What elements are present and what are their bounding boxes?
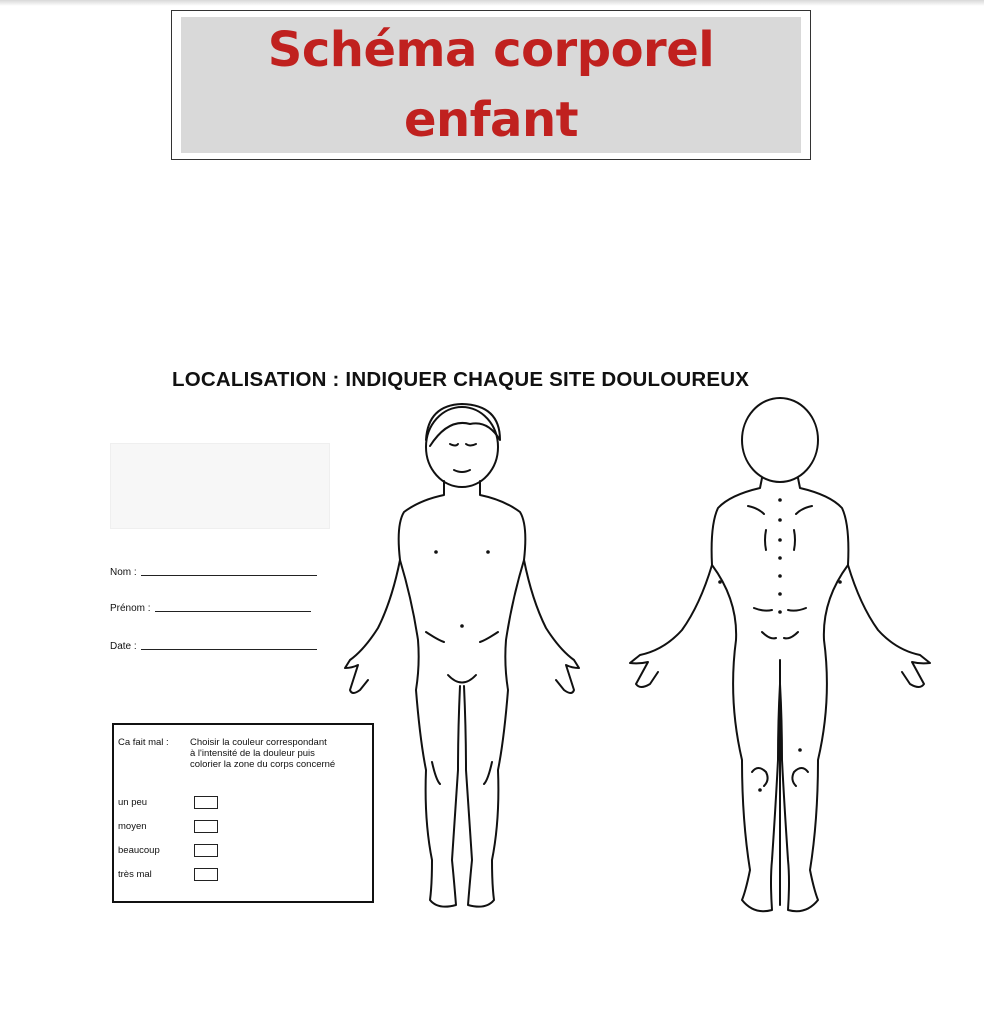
localisation-heading: LOCALISATION : INDIQUER CHAQUE SITE DOULOUREUX: [172, 368, 750, 391]
back-body-figure[interactable]: [630, 398, 930, 911]
level-un-peu-label: un peu: [118, 797, 148, 808]
level-beaucoup-label: beaucoup: [118, 845, 160, 856]
title-line-1: Schéma corporel: [267, 22, 715, 78]
legend-label: Ca fait mal :: [118, 737, 169, 748]
legend-instruction-line-1: Choisir la couleur correspondant: [190, 737, 327, 748]
nom-label: Nom :: [110, 567, 137, 578]
level-tres-mal-label: très mal: [118, 869, 152, 880]
date-label: Date :: [110, 641, 137, 652]
title-line-2: enfant: [403, 92, 579, 148]
legend-instruction-line-3: colorier la zone du corps concerné: [190, 759, 336, 770]
front-body-figure[interactable]: [345, 404, 579, 907]
level-moyen-label: moyen: [118, 821, 147, 832]
prenom-label: Prénom :: [110, 603, 151, 614]
legend-instruction-line-2: à l'intensité de la douleur puis: [190, 748, 315, 759]
